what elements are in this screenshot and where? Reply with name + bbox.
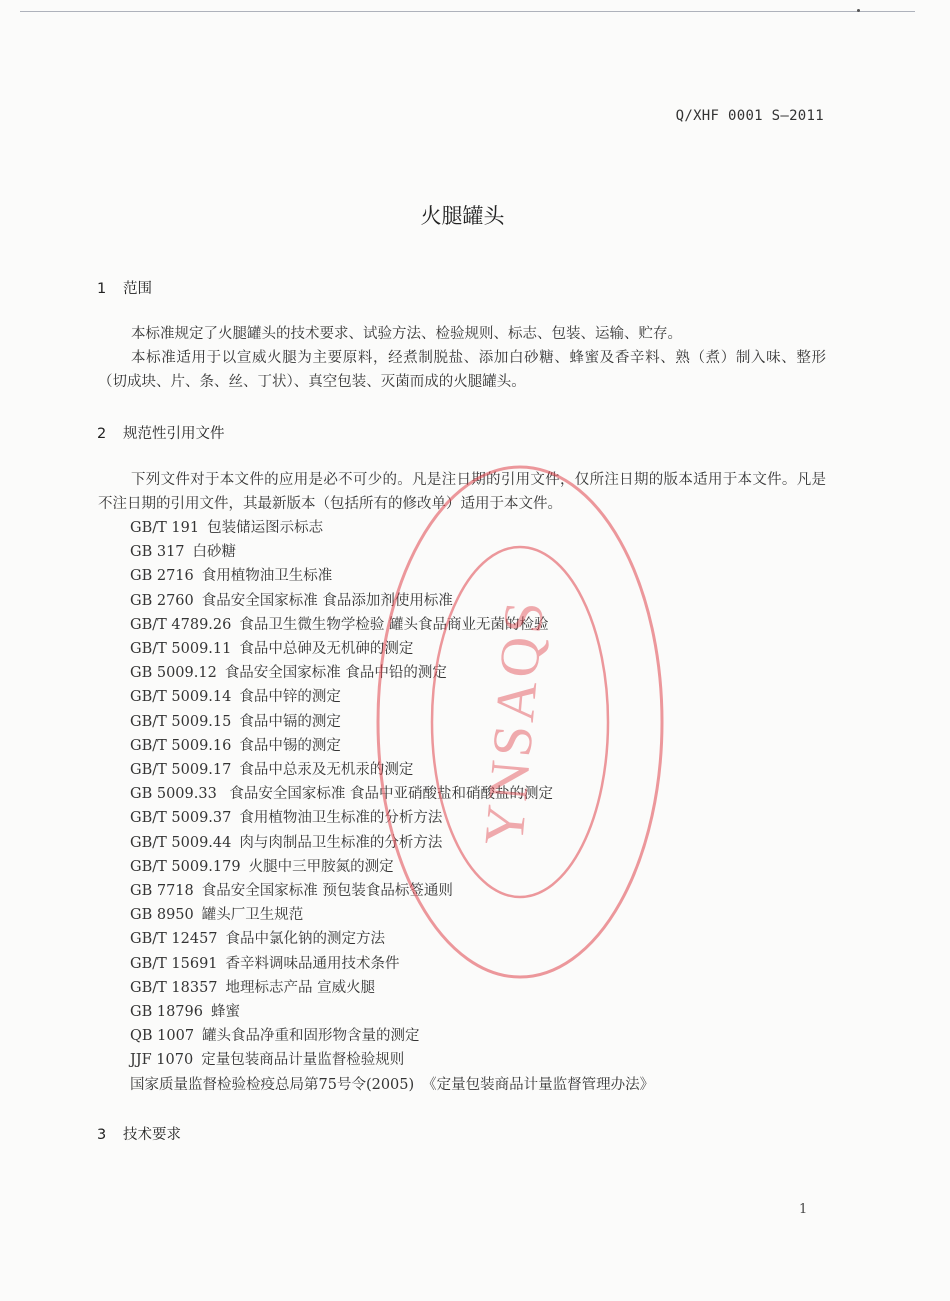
document-number: Q/XHF 0001 S—2011	[675, 108, 824, 124]
section-3-heading	[97, 1123, 181, 1144]
reference-name: 白砂糖	[192, 544, 237, 561]
reference-item	[130, 564, 654, 588]
reference-item	[130, 613, 654, 637]
section-1-paragraph-2: 本标准适用于以宣威火腿为主要原料，经煮制脱盐、添加白砂糖、蜂蜜及香辛料、熟（煮）制入味、整形（切成块、片、条、丝、丁状）、真空包装、灭菌而成的火腿罐头。	[98, 350, 826, 390]
reference-code: GB/T 5009.11	[130, 641, 232, 658]
reference-name: 食品中锡的测定	[239, 737, 341, 754]
reference-code: GB/T 15691	[130, 955, 218, 972]
section-title: 范围	[123, 281, 152, 297]
reference-item	[130, 903, 654, 927]
reference-name: 食品安全国家标准 食品添加剂使用标准	[201, 592, 453, 609]
reference-name: 肉与肉制品卫生标准的分析方法	[239, 834, 443, 851]
reference-code: GB/T 5009.16	[130, 737, 232, 754]
reference-code: GB/T 5009.44	[130, 834, 232, 851]
reference-item	[130, 1024, 654, 1048]
reference-item	[130, 1073, 654, 1097]
reference-item	[130, 734, 654, 758]
reference-code: GB 2716	[130, 568, 194, 585]
section-1-heading	[97, 277, 152, 298]
section-title: 规范性引用文件	[123, 426, 225, 442]
reference-code: GB 18796	[130, 1004, 203, 1021]
reference-name: 食品中镉的测定	[239, 713, 341, 730]
normative-references-list	[130, 516, 654, 1097]
section-1-paragraph-1: 本标准规定了火腿罐头的技术要求、试验方法、检验规则、标志、包装、运输、贮存。	[131, 326, 682, 342]
reference-item	[130, 637, 654, 661]
reference-item	[130, 782, 654, 806]
reference-item	[130, 952, 654, 976]
reference-item	[130, 855, 654, 879]
reference-item	[130, 758, 654, 782]
section-title: 技术要求	[123, 1127, 181, 1143]
reference-code: GB/T 18357	[130, 979, 218, 996]
reference-name: 食品中锌的测定	[239, 689, 341, 706]
reference-code: GB 2760	[130, 592, 194, 609]
reference-code: GB/T 12457	[130, 931, 218, 948]
reference-code: GB/T 4789.26	[130, 616, 232, 633]
reference-item	[130, 1000, 654, 1024]
reference-code: GB 8950	[130, 907, 194, 924]
reference-name: 定量包装商品计量监督检验规则	[201, 1052, 405, 1069]
reference-code: GB/T 5009.179	[130, 858, 241, 875]
reference-code: GB 7718	[130, 883, 194, 900]
reference-code: JJF 1070	[130, 1052, 194, 1069]
reference-name: 食品中总汞及无机汞的测定	[239, 762, 414, 779]
reference-name: 食用植物油卫生标准的分析方法	[239, 810, 443, 827]
reference-item	[130, 710, 654, 734]
page-title: 火腿罐头	[420, 204, 505, 228]
reference-name: 食品中氯化钠的测定方法	[225, 931, 386, 948]
reference-code: GB 5009.33	[130, 786, 217, 803]
reference-item	[130, 589, 654, 613]
reference-name: 食用植物油卫生标准	[201, 568, 333, 585]
reference-name: 食品卫生微生物学检验 罐头食品商业无菌的检验	[239, 616, 549, 633]
reference-code: GB/T 191	[130, 520, 200, 536]
reference-code: GB/T 5009.15	[130, 713, 232, 730]
seal-lettering: YNSAQS	[473, 595, 557, 848]
reference-item	[130, 685, 654, 709]
reference-item	[130, 661, 654, 685]
reference-name: 食品安全国家标准 预包装食品标签通则	[201, 883, 453, 900]
reference-item	[130, 927, 654, 951]
reference-code: 国家质量监督检验检疫总局第75号令(2005)	[130, 1076, 415, 1093]
reference-name: 罐头食品净重和固形物含量的测定	[202, 1028, 420, 1045]
reference-item	[130, 831, 654, 855]
reference-name: 地理标志产品 宣威火腿	[225, 979, 376, 996]
reference-name: 《定量包装商品计量监督管理办法》	[422, 1076, 655, 1093]
reference-name: 食品安全国家标准 食品中铅的测定	[224, 665, 447, 682]
reference-code: GB/T 5009.17	[130, 762, 232, 779]
reference-name: 食品中总砷及无机砷的测定	[239, 641, 414, 658]
reference-item	[130, 806, 654, 830]
reference-code: GB/T 5009.37	[130, 810, 232, 827]
reference-code: QB 1007	[130, 1028, 195, 1045]
reference-item	[130, 540, 654, 564]
section-2-paragraph: 下列文件对于本文件的应用是必不可少的。凡是注日期的引用文件，仅所注日期的版本适用于本文件。凡是不注日期的引用文件，其最新版本（包括所有的修改单）适用于本文件。	[98, 472, 826, 512]
section-number: 3	[97, 1127, 107, 1143]
reference-name: 罐头厂卫生规范	[201, 907, 304, 924]
reference-item	[130, 516, 654, 540]
reference-item	[130, 1048, 654, 1072]
reference-item	[130, 879, 654, 903]
top-border-dot	[857, 9, 860, 12]
reference-name: 包装储运图示标志	[207, 520, 324, 536]
page-number: 1	[799, 1202, 808, 1217]
top-border-line	[20, 11, 915, 12]
reference-item	[130, 976, 654, 1000]
section-2-heading	[97, 422, 225, 443]
section-number: 2	[97, 426, 107, 442]
reference-name: 火腿中三甲胺氮的测定	[248, 858, 394, 875]
reference-name: 蜂蜜	[210, 1004, 240, 1021]
section-number: 1	[97, 281, 107, 297]
reference-name: 食品安全国家标准 食品中亚硝酸盐和硝酸盐的测定	[224, 786, 554, 803]
reference-name: 香辛料调味品通用技术条件	[225, 955, 400, 972]
reference-code: GB 317	[130, 544, 185, 561]
reference-code: GB 5009.12	[130, 665, 217, 682]
reference-code: GB/T 5009.14	[130, 689, 232, 706]
